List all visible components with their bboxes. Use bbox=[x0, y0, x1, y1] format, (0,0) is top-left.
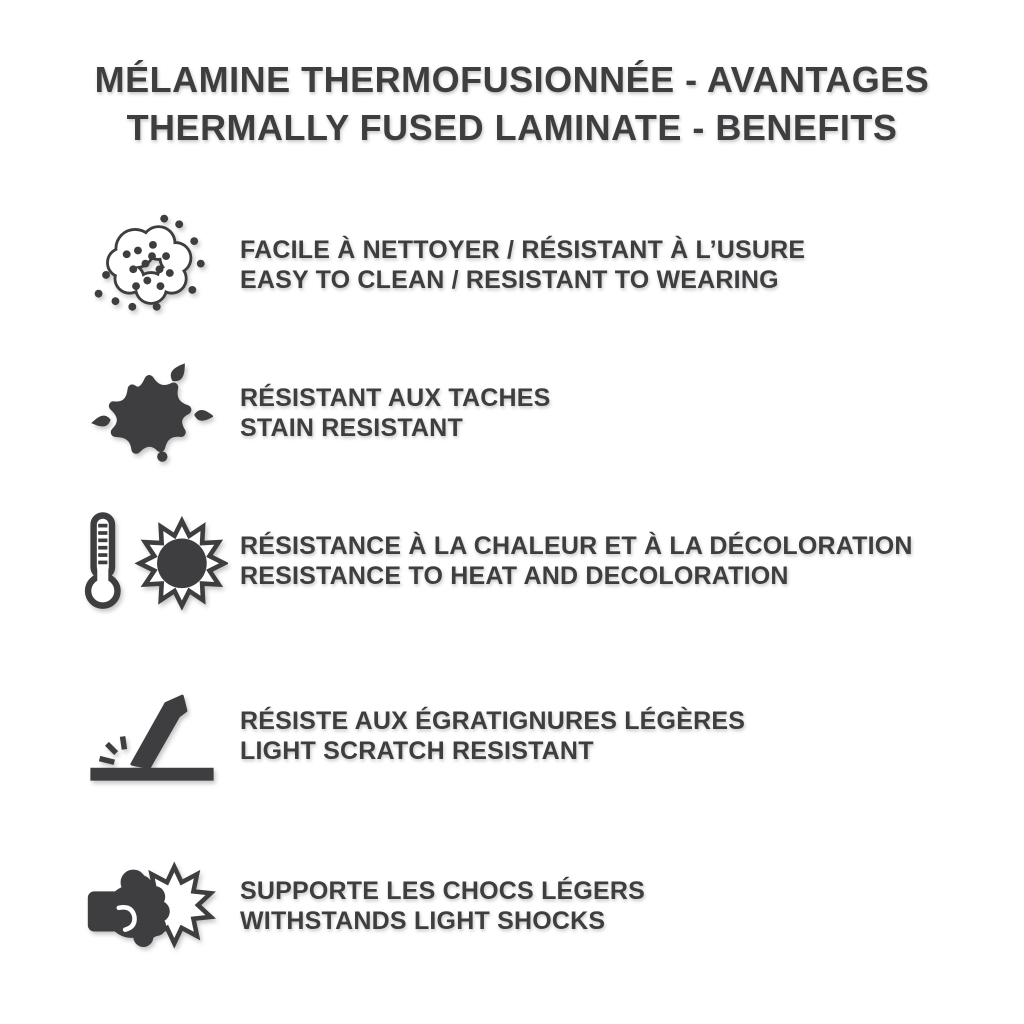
benefit-row bbox=[0, 353, 1024, 473]
benefit-text-en: WITHSTANDS LIGHT SHOCKS bbox=[240, 907, 606, 935]
benefit-row bbox=[0, 846, 1024, 966]
benefit-text bbox=[240, 531, 913, 591]
benefit-text-fr: SUPPORTE LES CHOCS LÉGERS bbox=[240, 877, 646, 905]
page-title bbox=[0, 56, 1024, 152]
benefit-row bbox=[0, 676, 1024, 796]
thermometer-sun-icon bbox=[76, 510, 228, 613]
page-title-fr: MÉLAMINE THERMOFUSIONNÉE - AVANTAGES bbox=[94, 59, 930, 100]
benefit-text bbox=[240, 383, 551, 443]
benefit-text bbox=[240, 235, 805, 295]
benefit-row bbox=[0, 501, 1024, 621]
benefit-text-en: EASY TO CLEAN / RESISTANT TO WEARING bbox=[240, 266, 779, 294]
icon-box bbox=[72, 501, 232, 621]
icon-box bbox=[72, 676, 232, 796]
benefit-text-en: RESISTANCE TO HEAT AND DECOLORATION bbox=[240, 562, 789, 590]
benefit-text bbox=[240, 706, 745, 766]
crumbs-icon bbox=[91, 213, 213, 318]
icon-box bbox=[72, 205, 232, 325]
icon-box bbox=[72, 846, 232, 966]
benefit-text-fr: RÉSISTE AUX ÉGRATIGNURES LÉGÈRES bbox=[240, 707, 746, 735]
benefit-text-fr: RÉSISTANT AUX TACHES bbox=[240, 384, 551, 412]
benefit-text bbox=[240, 876, 645, 936]
benefit-text-en: STAIN RESISTANT bbox=[240, 414, 463, 442]
fist-impact-icon bbox=[86, 855, 218, 957]
icon-box bbox=[72, 353, 232, 473]
page-title-en: THERMALLY FUSED LAMINATE - BENEFITS bbox=[126, 107, 898, 148]
benefit-row bbox=[0, 205, 1024, 325]
scratch-blade-icon bbox=[83, 685, 221, 788]
benefit-text-fr: RÉSISTANCE À LA CHALEUR ET À LA DÉCOLORATION bbox=[240, 532, 913, 560]
stain-splat-icon bbox=[91, 361, 213, 466]
benefit-text-en: LIGHT SCRATCH RESISTANT bbox=[240, 737, 594, 765]
benefit-text-fr: FACILE À NETTOYER / RÉSISTANT À L’USURE bbox=[240, 236, 806, 264]
